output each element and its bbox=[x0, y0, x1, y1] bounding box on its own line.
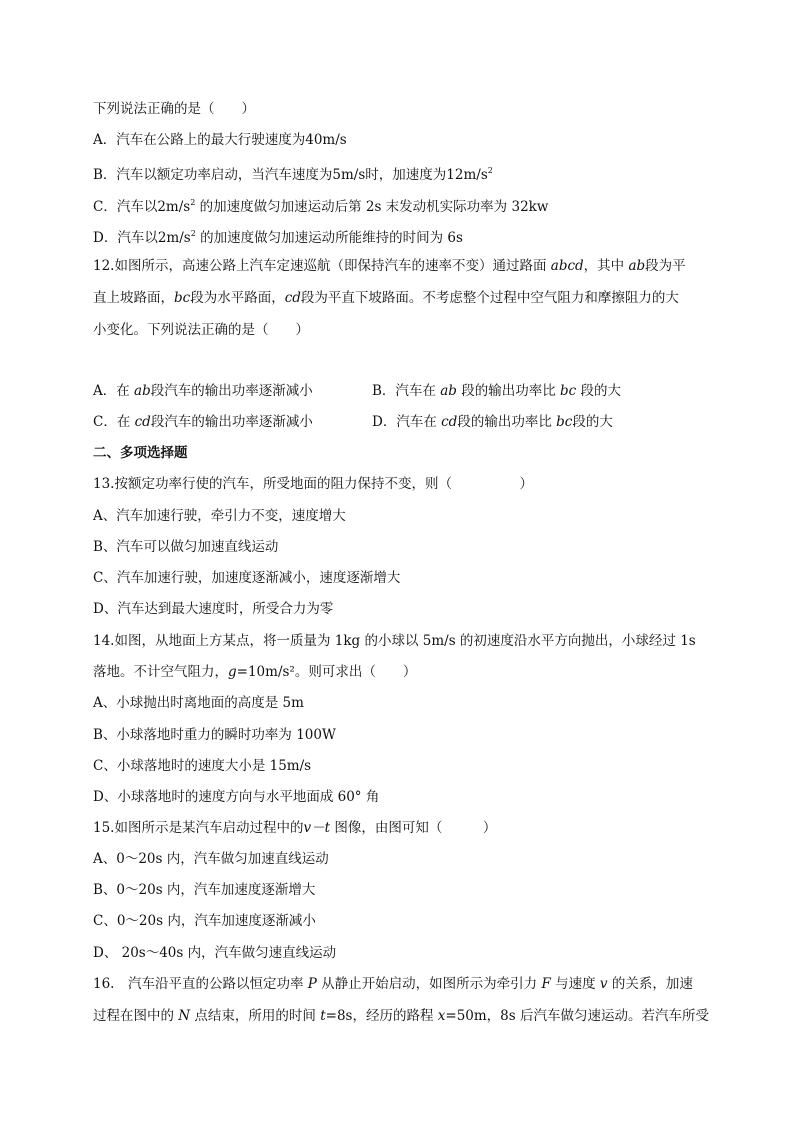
q15-stem-b: 图像，由图可知（ ） bbox=[330, 820, 497, 836]
q11-stem-tail: 下列说法正确的是（ ） bbox=[93, 101, 255, 117]
q15-option-b: B、0～20s 内，汽车加速度逐渐增大 bbox=[93, 882, 316, 898]
q16-l2-n: N bbox=[178, 1008, 191, 1024]
q16-l2-b: 点结束，所用的时间 bbox=[190, 1008, 321, 1024]
q15-option-d: D、 20s～40s 内，汽车做匀速直线运动 bbox=[93, 945, 337, 961]
q15-option-a: A、0～20s 内，汽车做匀加速直线运动 bbox=[93, 851, 329, 867]
q12-l2-var1: bc bbox=[174, 290, 191, 306]
q12-l2-a: 直上坡路面， bbox=[93, 290, 174, 306]
q12-d-post: 段的大 bbox=[572, 414, 613, 430]
q16-l1-f: F bbox=[541, 976, 551, 992]
q11-option-d-text1: D．汽车以2m/s bbox=[93, 230, 191, 246]
q11-option-d-exponent: 2 bbox=[190, 229, 196, 238]
q12-l1-var1: abcd bbox=[550, 258, 584, 274]
q11-option-c-text2: 的加速度做匀加速运动后第 2s 末发动机实际功率为 32kw bbox=[195, 199, 549, 215]
q11-option-c bbox=[93, 193, 548, 217]
q12-b-pre: B．汽车在 bbox=[372, 383, 441, 399]
q11-option-d-text2: 的加速度做匀加速运动所能维持的时间为 6s bbox=[195, 230, 463, 246]
q12-l1-c: 段为平 bbox=[645, 258, 686, 274]
q12-b-mid: 段的输出功率比 bbox=[456, 383, 561, 399]
q14-stem-line2 bbox=[93, 662, 416, 682]
q14-l2-a: 落地。不计空气阻力， bbox=[93, 664, 228, 680]
q12-a-var: ab bbox=[134, 383, 151, 399]
q12-l1-a: 12.如图所示，高速公路上汽车定速巡航（即保持汽车的速率不变）通过路面 bbox=[93, 258, 551, 274]
q11-option-a: A．汽车在公路上的最大行驶速度为40m/s bbox=[93, 132, 347, 148]
q12-b-post: 段的大 bbox=[576, 383, 622, 399]
q16-l1-c: 与速度 bbox=[550, 976, 600, 992]
q12-l1-var2: ab bbox=[628, 258, 646, 274]
q12-d-var2: bc bbox=[556, 414, 573, 430]
q11-option-b-text: B．汽车以额定功率启动，当汽车速度为5m/s时，加速度为12m/s bbox=[93, 167, 488, 183]
q16-l2-t: t bbox=[320, 1008, 326, 1024]
q13-option-c: C、汽车加速行驶，加速度逐渐减小，速度逐渐增大 bbox=[93, 570, 401, 586]
q15-stem bbox=[93, 818, 496, 838]
q16-l2-a: 过程在图中的 bbox=[93, 1008, 179, 1024]
q16-l1-p: P bbox=[307, 976, 317, 992]
q11-option-b-exponent: 2 bbox=[487, 166, 493, 175]
q16-l1-d: 的关系，加速 bbox=[607, 976, 693, 992]
q11-option-c-exponent: 2 bbox=[190, 198, 196, 207]
q12-stem-line1 bbox=[93, 256, 686, 276]
q14-option-c: C、小球落地时的速度大小是 15m/s bbox=[93, 758, 312, 774]
q12-stem-line3: 小变化。下列说法正确的是（ ） bbox=[93, 322, 309, 338]
q13-option-d: D、汽车达到最大速度时，所受合力为零 bbox=[93, 601, 334, 617]
q12-c-pre: C．在 bbox=[93, 414, 135, 430]
q16-l1-b: 从静止开始启动，如图所示为牵引力 bbox=[316, 976, 542, 992]
q12-l2-c: 段为平直下坡路面。不考虑整个过程中空气阻力和摩擦阻力的大 bbox=[300, 290, 679, 306]
q16-l1-v: v bbox=[599, 976, 608, 992]
q16-stem-line2 bbox=[93, 1006, 709, 1026]
q12-d-mid: 段的输出功率比 bbox=[457, 414, 557, 430]
q14-stem-line1: 14.如图，从地面上方某点，将一质量为 1kg 的小球以 5m/s 的初速度沿水平方向抛出，小球经过 1s bbox=[93, 633, 696, 649]
q16-l2-c: =8s，经历的路程 bbox=[325, 1008, 438, 1024]
q12-d-pre: D．汽车在 bbox=[372, 414, 442, 430]
q14-l2-b: =10m/s²。则可求出（ ） bbox=[236, 664, 417, 680]
q12-c-post: 段汽车的输出功率逐渐减小 bbox=[150, 414, 313, 430]
q15-stem-a: 15.如图所示是某汽车启动过程中的 bbox=[93, 820, 304, 836]
q12-d-var1: cd bbox=[441, 414, 458, 430]
q16-l2-x: x bbox=[437, 1008, 446, 1024]
section-heading-multiple-choice: 二、多项选择题 bbox=[93, 445, 188, 461]
q15-option-c: C、0～20s 内，汽车加速度逐渐减小 bbox=[93, 913, 316, 929]
q12-l1-b: ，其中 bbox=[583, 258, 629, 274]
q12-a-pre: A．在 bbox=[93, 383, 135, 399]
q14-option-a: A、小球抛出时离地面的高度是 5m bbox=[93, 695, 304, 711]
q11-option-d bbox=[93, 224, 463, 248]
q12-option-a bbox=[93, 381, 313, 401]
q13-option-a: A、汽车加速行驶，牵引力不变，速度增大 bbox=[93, 508, 346, 524]
q14-l2-g: g bbox=[228, 664, 237, 680]
q12-option-c bbox=[93, 412, 313, 432]
q12-stem-line2 bbox=[93, 288, 679, 308]
q12-l2-b: 段为水平路面， bbox=[190, 290, 285, 306]
q12-option-d bbox=[372, 412, 613, 432]
q12-a-post: 段汽车的输出功率逐渐减小 bbox=[150, 383, 313, 399]
q13-option-b: B、汽车可以做匀加速直线运动 bbox=[93, 539, 279, 555]
q16-l2-d: =50m，8s 后汽车做匀速运动。若汽车所受 bbox=[445, 1008, 709, 1024]
q15-stem-var: v－t bbox=[303, 820, 331, 836]
q12-l2-var2: cd bbox=[284, 290, 301, 306]
q12-b-var1: ab bbox=[440, 383, 457, 399]
q11-option-c-text1: C．汽车以2m/s bbox=[93, 199, 191, 215]
q11-option-b bbox=[93, 161, 493, 185]
q14-option-b: B、小球落地时重力的瞬时功率为 100W bbox=[93, 727, 336, 743]
q16-stem-line1 bbox=[93, 974, 693, 994]
q12-c-var: cd bbox=[134, 414, 151, 430]
q12-option-b bbox=[372, 381, 621, 401]
q16-l1-a: 16. 汽车沿平直的公路以恒定功率 bbox=[93, 976, 308, 992]
q14-option-d: D、小球落地时的速度方向与水平地面成 60° 角 bbox=[93, 789, 380, 805]
q13-stem: 13.按额定功率行使的汽车，所受地面的阻力保持不变，则（ ） bbox=[93, 476, 533, 492]
q12-b-var2: bc bbox=[560, 383, 577, 399]
